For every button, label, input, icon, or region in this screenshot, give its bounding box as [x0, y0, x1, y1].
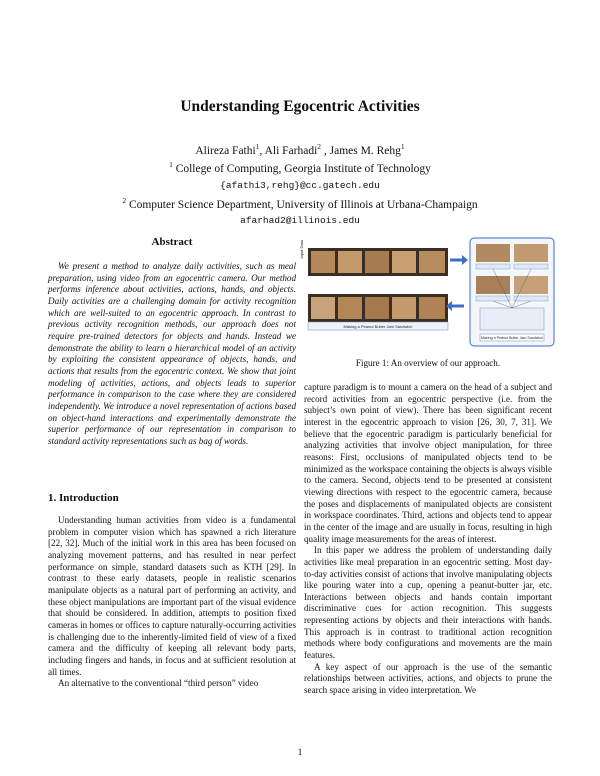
abstract-text: We present a method to analyze daily activities, such as meal preparation, using video from an egocentric camera. Our method performs inference about activities, actions, hands, and objects. Daily activities are a challenging domain for activity recognition which are well-suited to an egocentric approach. In contrast to previous activity recognition methods, our approach does not require pre-trained detectors for objects and hands. Instead we demonstrate the ability to learn a hierarchical model of an activity by exploiting the consistent appearance of objects, hands, and actions that results from the egocentric context. We show that joint modeling of activities, actions, and objects leads to superior performance in comparison to the case where they are considered independently. We introduce a novel representation of actions based on object-hand interactions and experimentally demonstrate the superior performance of our representation in comparison to standard activity representations such as bag of words.: [48, 261, 296, 446]
author-block: [0, 140, 600, 229]
intro-paragraph-3: In this paper we address the problem of understanding daily activities like meal preparation in an egocentric setting. Most day-to-day activities consist of actions that involve manipulating objects like pouring water into a cup, opening a peanut-butter jar, etc. Interactions between objects and hands contain important discriminative cues for action recognition. This suggests representing actions by objects and their interactions with hands. This approach is in contrast to traditional action recognition methods where body configurations and movements are the main features.: [304, 545, 552, 661]
overview-diagram: [304, 234, 556, 354]
figure-caption: Figure 1: An overview of our approach.: [355, 358, 501, 368]
author-1: Alireza Fathi: [195, 144, 256, 157]
email-1: {afathi3,rehg}@cc.gatech.edu: [220, 179, 380, 191]
page-number: 1: [297, 748, 303, 758]
introduction-heading: 1. Introduction: [48, 492, 119, 504]
author-3: James M. Rehg: [329, 144, 401, 157]
intro-paragraph-1: Understanding human activities from video is a fundamental problem in computer vision which has spawned a rich literature [22, 32]. Much of the initial work in this area has been focused on analyzing movement patterns, and has resulted in near perfect performance on simple, standard datasets such as KTH [29]. In contrast to these early datasets, people in realistic scenarios manipulate objects as a natural part of performing an activity, and these object manipulations are important part of the visual evidence that should be considered. In addition, attempts to position fixed cameras in homes or offices to capture naturally-occurring activities is challenging due to the inherently-limited field of view of a fixed camera and the difficulty of keeping all relevant body parts, including fingers and hands, in focus and at sufficient resolution at all times.: [48, 515, 296, 677]
overview-figure: [304, 234, 556, 354]
author-names: Alireza Fathi$^1$, Ali Farhadi$^2$ , James M. Rehg$^1$: [195, 142, 405, 157]
intro-paragraph-2-start: An alternative to the conventional “third person” video: [58, 678, 259, 689]
bottom-frame-strip: [308, 294, 448, 322]
left-column-text: [48, 515, 296, 690]
intro-paragraph-4: A key aspect of our approach is the use of the semantic relationships between activities, actions, and objects to prune the search space arising in video interpretation. We: [304, 661, 552, 696]
author-2: Ali Farhadi: [264, 144, 318, 157]
right-panel-label: Making a Peanut Butter Jam Sandwich: [481, 336, 543, 340]
paper-title: Understanding Egocentric Activities: [180, 98, 420, 115]
top-frame-strip: [308, 248, 448, 276]
abstract-heading: Abstract: [151, 236, 193, 248]
affiliation-2: $^2$ Computer Science Department, University of Illinois at Urbana-Champaign: [122, 195, 478, 211]
figure-side-label: Input Data: [299, 240, 304, 259]
right-column-text: [304, 382, 552, 697]
email-2: afarhad2@illinois.edu: [240, 214, 360, 226]
strip-label-1: Making a Peanut Butter Jam Sandwich: [343, 324, 413, 329]
affiliation-1: $^1$ College of Computing, Georgia Institute of Technology: [169, 160, 431, 176]
intro-paragraph-2-cont: capture paradigm is to mount a camera on the head of a subject and record activities from an egocentric perspective (i.e. from the subject’s own point of view). There has been significant recent interest in the egocentric approach to vision [26, 30, 7, 31]. We believe that the egocentric paradigm is particularly beneficial for analyzing activities that involve object manipulation, for three reasons: First, occlusions of manipulated objects tend to be minimized as the workspace containing the objects is always visible to the camera. Second, objects tend to be presented at consistent viewing directions with respect to the egocentric camera, because the poses and displacements of manipulated objects are consistent in workspace coordinates. Third, actions and objects tend to appear in the center of the image and are usually in focus, resulting in high quality image measurements for the areas of interest.: [304, 382, 552, 544]
